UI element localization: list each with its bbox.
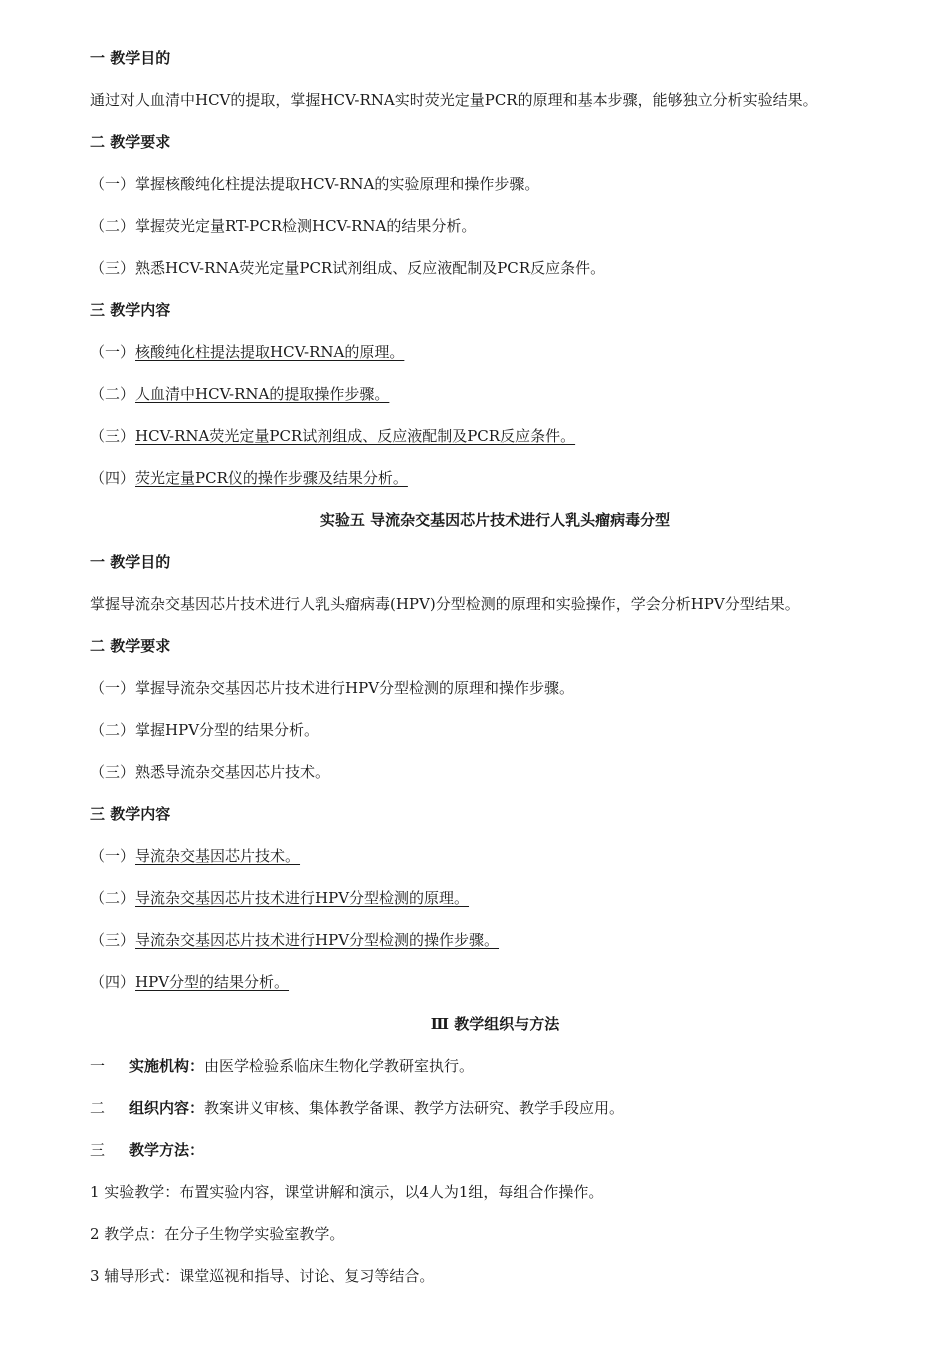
heading-teaching-content: 三 教学内容 — [90, 301, 171, 319]
list-item: （四）荧光定量PCR仪的操作步骤及结果分析。 — [90, 469, 408, 487]
list-item: （三）熟悉导流杂交基因芯片技术。 — [90, 763, 331, 781]
experiment-5-title: 实验五 导流杂交基因芯片技术进行人乳头瘤病毒分型 — [319, 511, 671, 529]
list-item: （一）导流杂交基因芯片技术。 — [90, 847, 301, 865]
method-item: 2 教学点：在分子生物学实验室教学。 — [90, 1225, 345, 1243]
heading-teaching-purpose: 一 教学目的 — [90, 49, 171, 67]
heading-teaching-content: 三 教学内容 — [90, 805, 171, 823]
list-item: （二）人血清中HCV-RNA的提取操作步骤。 — [90, 385, 390, 403]
paragraph-teaching-purpose: 通过对人血清中HCV的提取，掌握HCV-RNA实时荧光定量PCR的原理和基本步骤，能够独立分析实验结果。 — [90, 91, 818, 109]
list-item: （一）掌握核酸纯化柱提法提取HCV-RNA的实验原理和操作步骤。 — [90, 175, 540, 193]
org-item: 三 教学方法： — [90, 1141, 205, 1159]
list-item: （二）掌握HPV分型的结果分析。 — [90, 721, 320, 739]
method-item: 1 实验教学：布置实验内容，课堂讲解和演示，以4人为1组，每组合作操作。 — [90, 1183, 604, 1201]
list-item: （一）核酸纯化柱提法提取HCV-RNA的原理。 — [90, 343, 405, 361]
paragraph-teaching-purpose: 掌握导流杂交基因芯片技术进行人乳头瘤病毒(HPV)分型检测的原理和实验操作，学会分析HPV分型结果。 — [90, 595, 800, 613]
heading-teaching-requirements: 二 教学要求 — [90, 637, 171, 655]
list-item: （三）导流杂交基因芯片技术进行HPV分型检测的操作步骤。 — [90, 931, 500, 949]
list-item: （三）熟悉HCV-RNA荧光定量PCR试剂组成、反应液配制及PCR反应条件。 — [90, 259, 606, 277]
method-item: 3 辅导形式：课堂巡视和指导、讨论、复习等结合。 — [90, 1267, 435, 1285]
section-iii-title: Ⅲ 教学组织与方法 — [430, 1015, 560, 1033]
list-item: （一）掌握导流杂交基因芯片技术进行HPV分型检测的原理和操作步骤。 — [90, 679, 575, 697]
org-item: 二 组织内容：教案讲义审核、集体教学备课、教学方法研究、教学手段应用。 — [90, 1099, 625, 1117]
list-item: （二）掌握荧光定量RT-PCR检测HCV-RNA的结果分析。 — [90, 217, 477, 235]
list-item: （二）导流杂交基因芯片技术进行HPV分型检测的原理。 — [90, 889, 470, 907]
list-item: （四）HPV分型的结果分析。 — [90, 973, 290, 991]
heading-teaching-purpose: 一 教学目的 — [90, 553, 171, 571]
list-item: （三）HCV-RNA荧光定量PCR试剂组成、反应液配制及PCR反应条件。 — [90, 427, 576, 445]
org-item: 一 实施机构：由医学检验系临床生物化学教研室执行。 — [90, 1057, 475, 1075]
heading-teaching-requirements: 二 教学要求 — [90, 133, 171, 151]
